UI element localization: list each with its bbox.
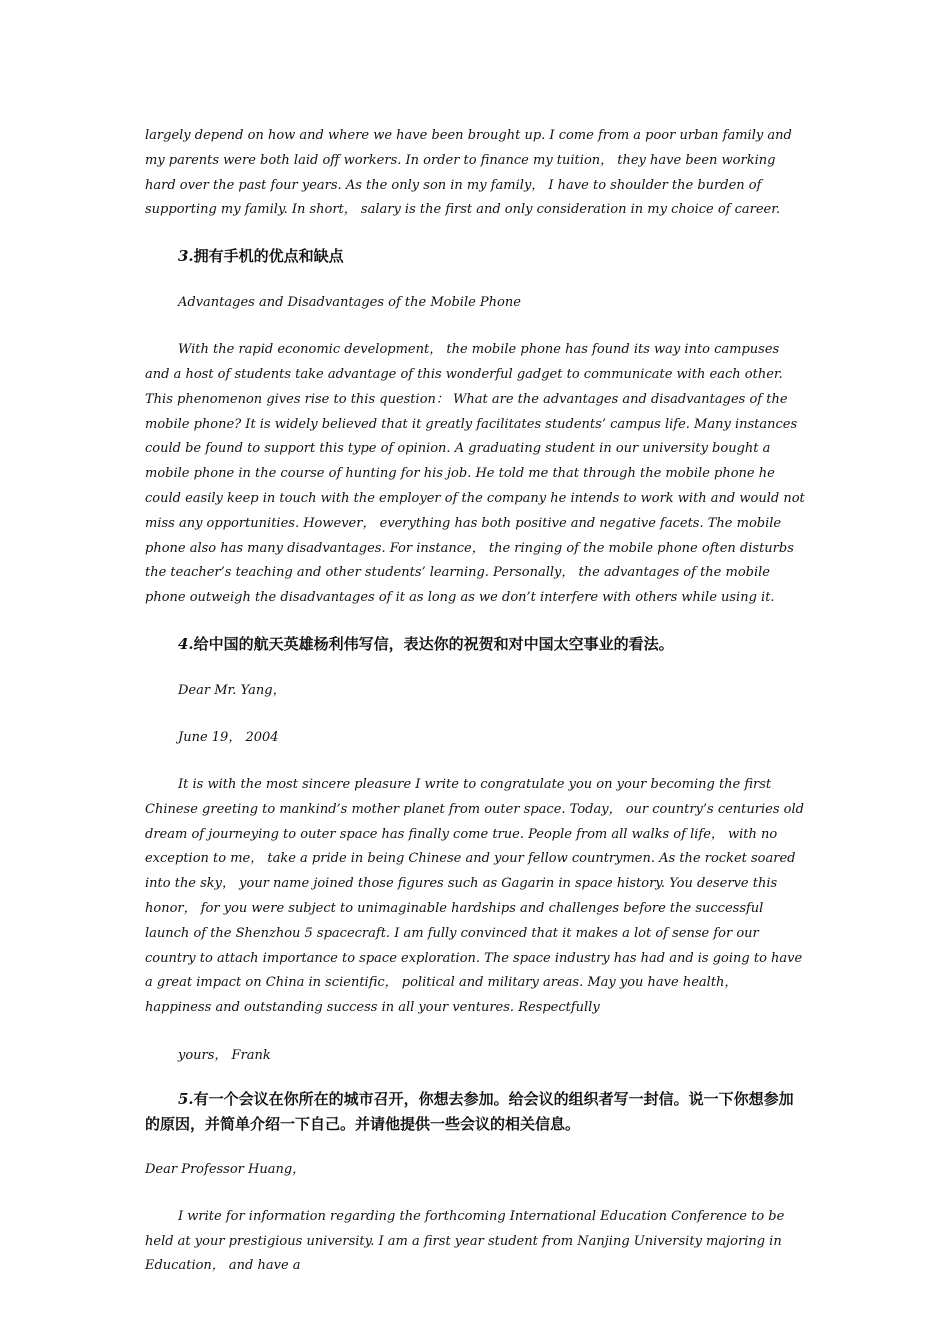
section-4-date: June 19， 2004 [178,729,279,745]
section-4-salutation: Dear Mr. Yang， [178,682,286,698]
section-3-title: Advantages and Disadvantages of the Mobile Phone [178,295,521,311]
section-5-number: 5. [178,1089,194,1108]
section-4-closing: yours， Frank [178,1047,271,1063]
section-4-body: It is with the most sincere pleasure I write to congratulate you on your becoming the first Chinese greeting to mankind’s mother planet from outer space. Today， our country’s centuries old dream of journeying to outer space has finally come true. People from all walks of life， with no exception to me， take a pride in being Chinese and your fellow countrymen. As the rocket soared into the sky， your name joined those figures such as Gagarin in space history. You deserve this honor， for you were subject to unimaginable hardships and challenges before the successful launch of the Shenzhou 5 spacecraft. I am fully convinced that it makes a lot of sense for our country to attach importance to space exploration. The space industry has had and is going to have a great impact on China in scientific， political and military areas. May you have health， happiness and outstanding success in all your ventures. Respectfully [145,776,804,1016]
section-5-heading [145,1087,807,1137]
section-4-number: 4. [178,634,194,653]
section-4-heading [145,632,807,657]
intro-paragraph: largely depend on how and where we have been brought up. I come from a poor urban family and my parents were both laid off workers. In order to finance my tuition， they have been working hard over the past four years. As the only son in my family， I have to shoulder the burden of supporting my family. In short， salary is the first and only consideration in my choice of career. [145,128,792,218]
section-3-body: With the rapid economic development， the mobile phone has found its way into campuses and a host of students take advantage of this wonderful gadget to communicate with each other. This phenomenon gives rise to this question： What are the advantages and disadvantages of the mobile phone? It is widely believed that it greatly facilitates students’ campus life. Many instances could be found to support this type of opinion. A graduating student in our university bought a mobile phone in the course of hunting for his job. He told me that through the mobile phone he could easily keep in touch with the employer of the company he intends to work with and would not miss any opportunities. However， everything has both positive and negative facets. The mobile phone also has many disadvantages. For instance， the ringing of the mobile phone often disturbs the teacher’s teaching and other students’ learning. Personally， the advantages of the mobile phone outweigh the disadvantages of it as long as we don’t interfere with others while using it. [145,342,805,606]
section-3-heading [145,244,807,269]
section-5-heading-text: 有一个会议在你所在的城市召开，你想去参加。给会议的组织者写一封信。说一下你想参加的原因，并简单介绍一下自己。并请他提供一些会议的相关信息。 [145,1089,794,1133]
section-3-number: 3. [178,247,194,266]
document-page [145,124,807,1279]
section-5-salutation: Dear Professor Huang， [145,1161,306,1177]
section-5-body: I write for information regarding the forthcoming International Education Conference to be held at your prestigious university. I am a first year student from Nanjing University majoring in Education， and have a [145,1208,785,1274]
section-3-heading-text: 拥有手机的优点和缺点 [193,247,344,266]
section-4-heading-text: 给中国的航天英雄杨利伟写信，表达你的祝贺和对中国太空事业的看法。 [193,634,674,653]
